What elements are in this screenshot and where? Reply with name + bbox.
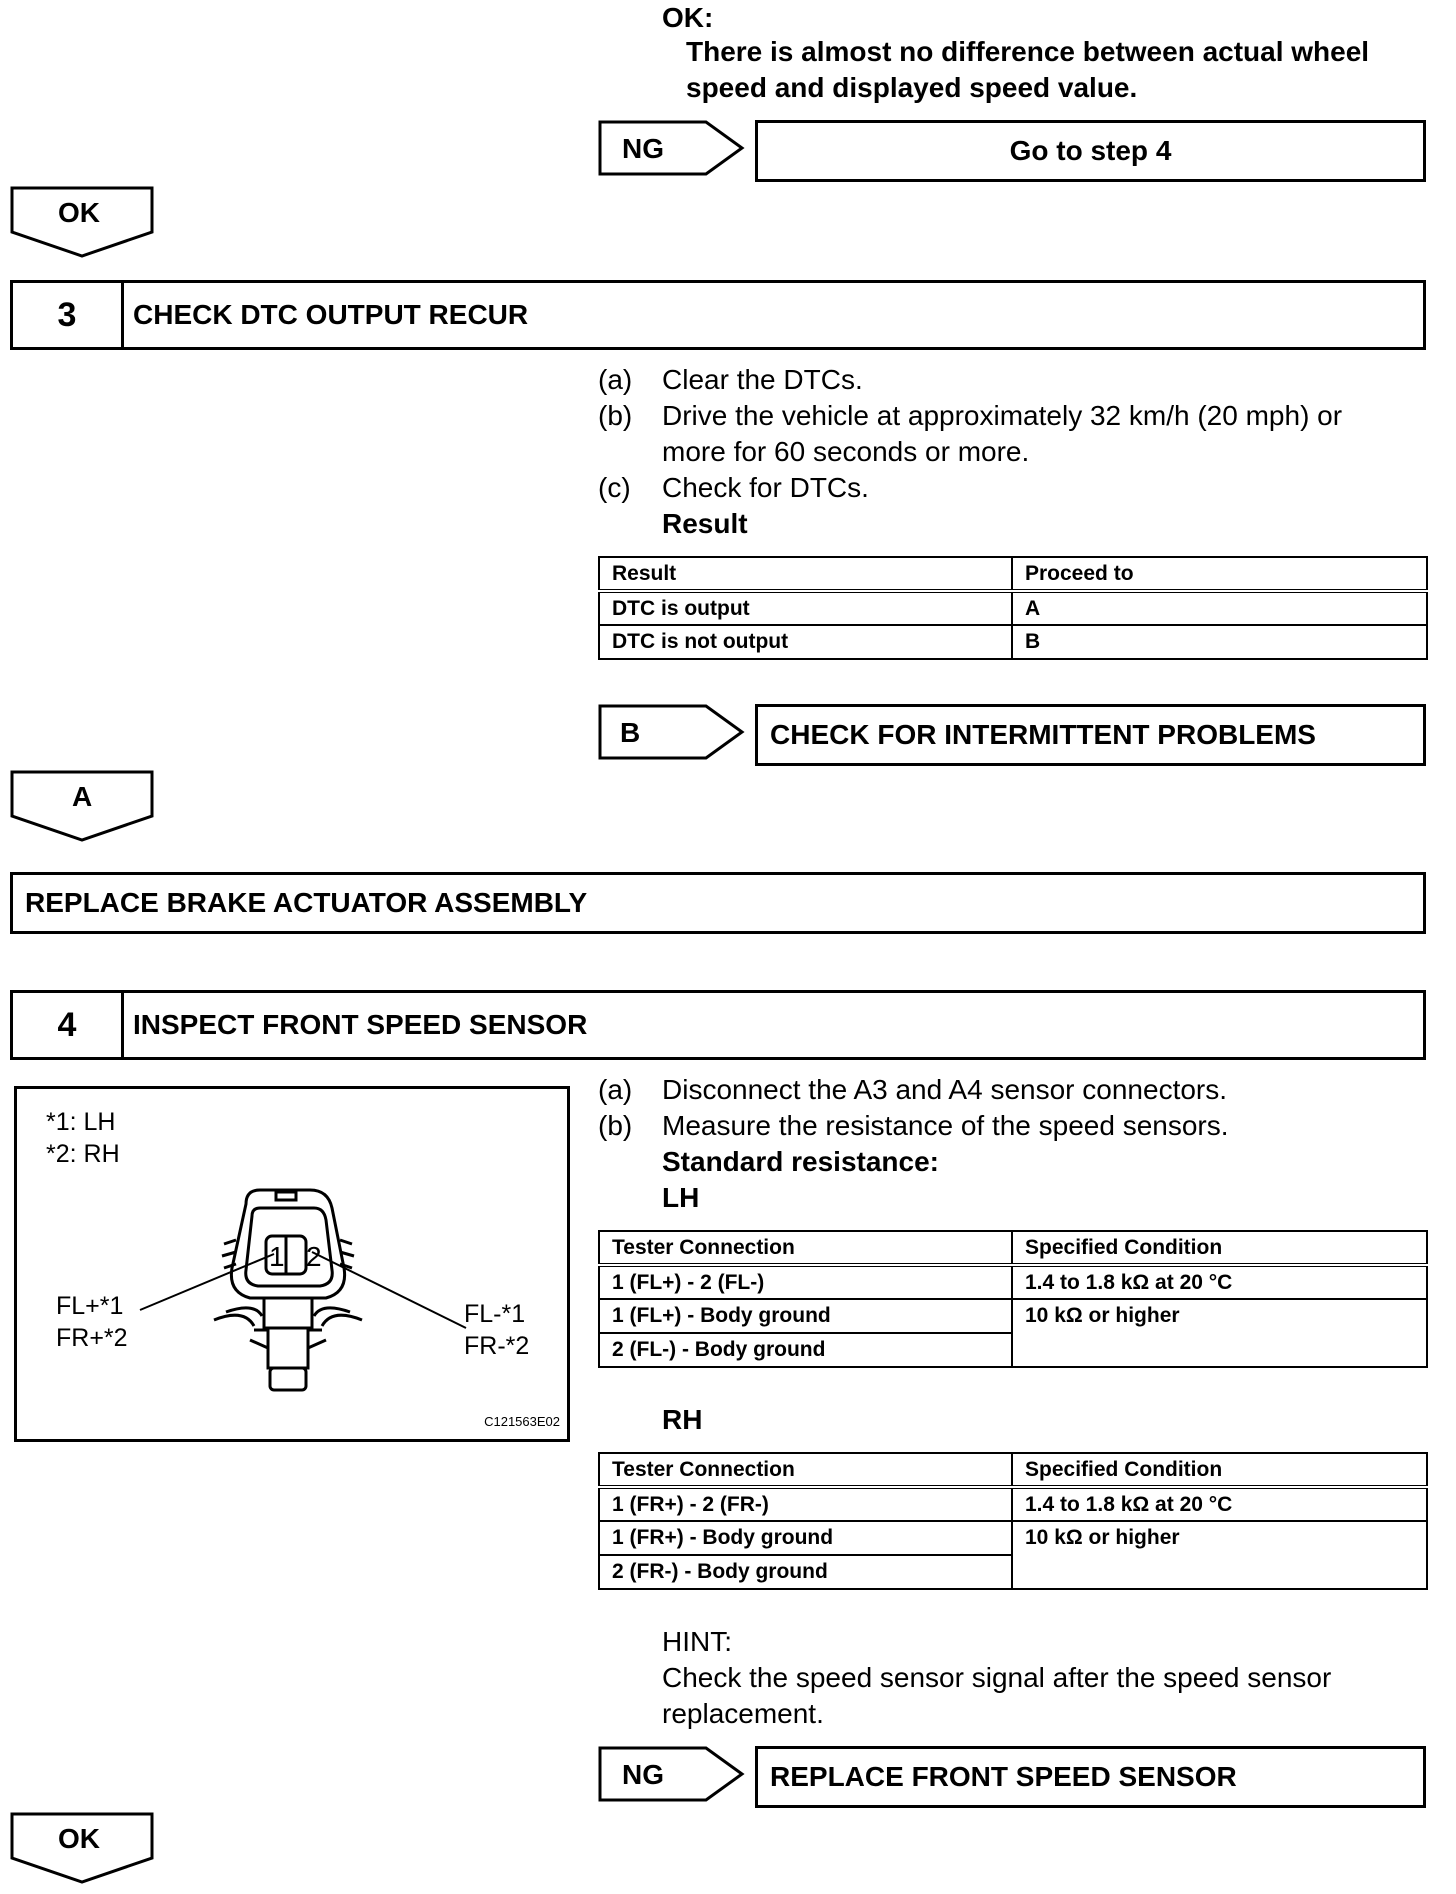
table-row bbox=[599, 1265, 1427, 1299]
step3-item-b-text: Drive the vehicle at approximately 32 km/h (20 mph) or bbox=[662, 400, 1343, 431]
table-cell: 1 (FL+) - Body ground bbox=[599, 1299, 1012, 1333]
step3-header bbox=[10, 280, 1426, 350]
figure-legend-lh: *1: LH bbox=[46, 1108, 116, 1136]
ok-arrow-label-bottom: OK bbox=[58, 1823, 100, 1854]
table-header-row bbox=[599, 1231, 1427, 1265]
figure-label-fr-plus: FR+*2 bbox=[56, 1324, 128, 1352]
table-cell: 10 kΩ or higher bbox=[1012, 1521, 1427, 1589]
table-header-cell: Tester Connection bbox=[599, 1453, 1012, 1487]
connector-figure bbox=[14, 1086, 570, 1442]
step4-item-a-text: Disconnect the A3 and A4 sensor connectors. bbox=[662, 1074, 1228, 1105]
table-header-cell: Proceed to bbox=[1012, 557, 1427, 591]
figure-label-fl-plus: FL+*1 bbox=[56, 1292, 124, 1320]
table-header-cell: Specified Condition bbox=[1012, 1231, 1427, 1265]
table-cell: 1 (FR+) - 2 (FR-) bbox=[599, 1487, 1012, 1521]
b-arrow-label: B bbox=[620, 717, 641, 748]
table-header-cell: Tester Connection bbox=[599, 1231, 1012, 1265]
table-cell: 1 (FL+) - 2 (FL-) bbox=[599, 1265, 1012, 1299]
table-cell: A bbox=[1012, 591, 1427, 625]
table-row bbox=[599, 1299, 1427, 1333]
ok-arrow-label: OK bbox=[58, 197, 100, 228]
pin-2-label: 2 bbox=[306, 1241, 322, 1272]
step3-item-a-text: Clear the DTCs. bbox=[662, 364, 863, 395]
figure-code: C121563E02 bbox=[484, 1414, 560, 1429]
replace-actuator-box bbox=[10, 872, 1426, 934]
table-cell: 1.4 to 1.8 kΩ at 20 °C bbox=[1012, 1487, 1427, 1521]
ok-label: OK: bbox=[662, 2, 714, 33]
ng-arrow-label: NG bbox=[622, 133, 664, 164]
table-header-row bbox=[599, 1453, 1427, 1487]
b-target-box bbox=[755, 704, 1426, 766]
table-cell: 10 kΩ or higher bbox=[1012, 1299, 1427, 1367]
b-target-text: CHECK FOR INTERMITTENT PROBLEMS bbox=[770, 719, 1316, 750]
step4-header bbox=[10, 990, 1426, 1060]
table-row bbox=[599, 591, 1427, 625]
table-row bbox=[599, 625, 1427, 659]
step3-item-a-letter: (a) bbox=[598, 364, 633, 395]
table-cell: DTC is output bbox=[599, 591, 1012, 625]
step4-item-a-letter: (a) bbox=[598, 1074, 633, 1105]
ng-target-text: Go to step 4 bbox=[1009, 135, 1172, 166]
table-header-row bbox=[599, 557, 1427, 591]
figure-legend-rh: *2: RH bbox=[46, 1140, 120, 1168]
figure-label-fr-minus: FR-*2 bbox=[464, 1332, 530, 1360]
hint-line1: Check the speed sensor signal after the speed sensor bbox=[662, 1662, 1332, 1693]
a-arrow-label: A bbox=[72, 781, 93, 812]
rh-spec-table bbox=[598, 1452, 1428, 1590]
figure-label-fl-minus: FL-*1 bbox=[464, 1300, 526, 1328]
table-cell: 1.4 to 1.8 kΩ at 20 °C bbox=[1012, 1265, 1427, 1299]
ok-condition-line2: speed and displayed speed value. bbox=[686, 72, 1138, 103]
step3-title: CHECK DTC OUTPUT RECUR bbox=[133, 299, 529, 330]
standard-resistance-label: Standard resistance: bbox=[662, 1146, 939, 1177]
step3-result-heading: Result bbox=[662, 508, 748, 539]
lh-spec-table bbox=[598, 1230, 1428, 1368]
step3-item-b-letter: (b) bbox=[598, 400, 633, 431]
table-cell: 2 (FR-) - Body ground bbox=[599, 1555, 1012, 1589]
ok-condition-line1: There is almost no difference between actual wheel bbox=[686, 36, 1370, 67]
ng-target-box bbox=[755, 120, 1426, 182]
ok-down-arrow-icon bbox=[10, 186, 156, 258]
table-row bbox=[599, 1521, 1427, 1555]
pin-1-label: 1 bbox=[269, 1241, 285, 1272]
step3-number: 3 bbox=[13, 283, 124, 347]
ng-arrow-icon-step4 bbox=[598, 1746, 746, 1802]
table-cell: 1 (FR+) - Body ground bbox=[599, 1521, 1012, 1555]
step3-item-b-text2: more for 60 seconds or more. bbox=[662, 436, 1030, 467]
step3-item-c-text: Check for DTCs. bbox=[662, 472, 869, 503]
hint-line2: replacement. bbox=[662, 1698, 824, 1729]
step4-title: INSPECT FRONT SPEED SENSOR bbox=[133, 1009, 588, 1040]
ng-arrow-icon bbox=[598, 120, 746, 176]
rh-label: RH bbox=[662, 1404, 703, 1435]
table-cell: B bbox=[1012, 625, 1427, 659]
table-cell: DTC is not output bbox=[599, 625, 1012, 659]
b-arrow-icon bbox=[598, 704, 746, 760]
hint-label: HINT: bbox=[662, 1626, 732, 1657]
lh-label: LH bbox=[662, 1182, 700, 1213]
table-header-cell: Result bbox=[599, 557, 1012, 591]
table-row bbox=[599, 1487, 1427, 1521]
step4-item-b-text: Measure the resistance of the speed sensors. bbox=[662, 1110, 1229, 1141]
table-cell: 2 (FL-) - Body ground bbox=[599, 1333, 1012, 1367]
step4-item-b-letter: (b) bbox=[598, 1110, 633, 1141]
ng-arrow-label-step4: NG bbox=[622, 1759, 664, 1790]
replace-sensor-text: REPLACE FRONT SPEED SENSOR bbox=[770, 1761, 1237, 1792]
ok-down-arrow-icon-bottom bbox=[10, 1812, 156, 1884]
table-header-cell: Specified Condition bbox=[1012, 1453, 1427, 1487]
step4-number: 4 bbox=[13, 993, 124, 1057]
step3-item-c-letter: (c) bbox=[598, 472, 631, 503]
replace-sensor-box bbox=[755, 1746, 1426, 1808]
step3-result-table bbox=[598, 556, 1428, 660]
replace-actuator-text: REPLACE BRAKE ACTUATOR ASSEMBLY bbox=[25, 887, 588, 918]
a-down-arrow-icon bbox=[10, 770, 156, 842]
